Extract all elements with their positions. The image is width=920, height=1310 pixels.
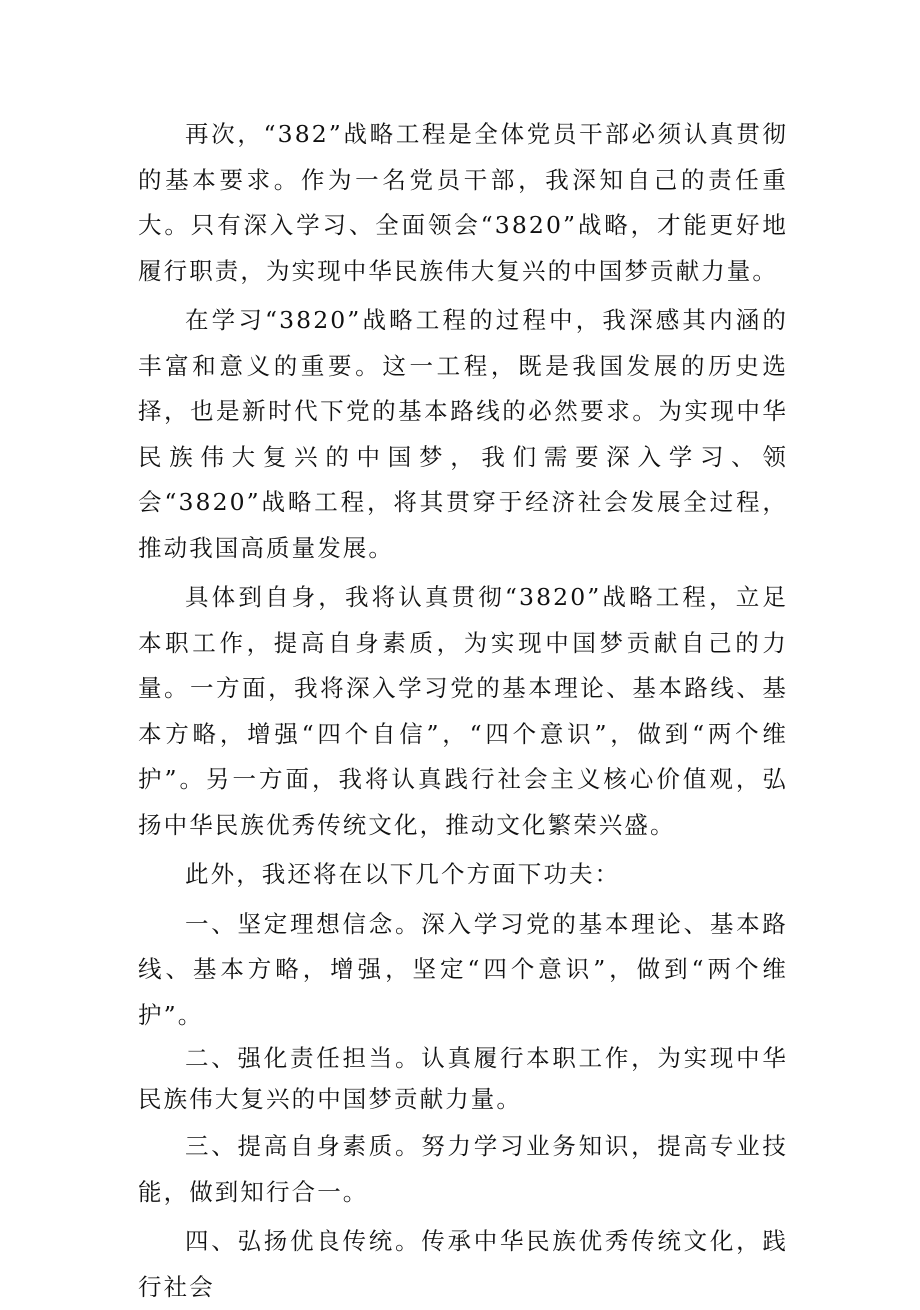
list-item-1: 一、坚定理想信念。深入学习党的基本理论、基本路线、基本方略，增强，坚定“四个意识”，做到“两个维护”。 [138,909,788,1029]
paragraph-4: 此外，我还将在以下几个方面下功夫： [185,860,621,888]
paragraph-3: 具体到自身，我将认真贯彻“3820”战略工程，立足本职工作，提高自身素质，为实现中国梦贡献自己的力量。一方面，我将深入学习党的基本理论、基本路线、基本方略，增强“四个自信”，“四个意识”，做到“两个维护”。另一方面，我将认真践行社会主义核心价值观，弘扬中华民族优秀传统文化，推动文化繁荣兴盛。 [138,583,788,839]
document-body [138,112,788,1310]
paragraph-1: 再次，“382”战略工程是全体党员干部必须认真贯彻的基本要求。作为一名党员干部，我深知自己的责任重大。只有深入学习、全面领会“3820”战略，才能更好地履行职责，为实现中华民族伟大复兴的中国梦贡献力量。 [138,120,788,285]
list-item-2: 二、强化责任担当。认真履行本职工作，为实现中华民族伟大复兴的中国梦贡献力量。 [138,1044,788,1113]
list-item-4: 四、弘扬优良传统。传承中华民族优秀传统文化，践行社会 [138,1227,788,1301]
list-item-3: 三、提高自身素质。努力学习业务知识，提高专业技能，做到知行合一。 [138,1132,788,1206]
paragraph-2: 在学习“3820”战略工程的过程中，我深感其内涵的丰富和意义的重要。这一工程，既是我国发展的历史选择，也是新时代下党的基本路线的必然要求。为实现中华民族伟大复兴的中国梦，我们需要深入学习、领会“3820”战略工程，将其贯穿于经济社会发展全过程，推动我国高质量发展。 [138,306,788,562]
